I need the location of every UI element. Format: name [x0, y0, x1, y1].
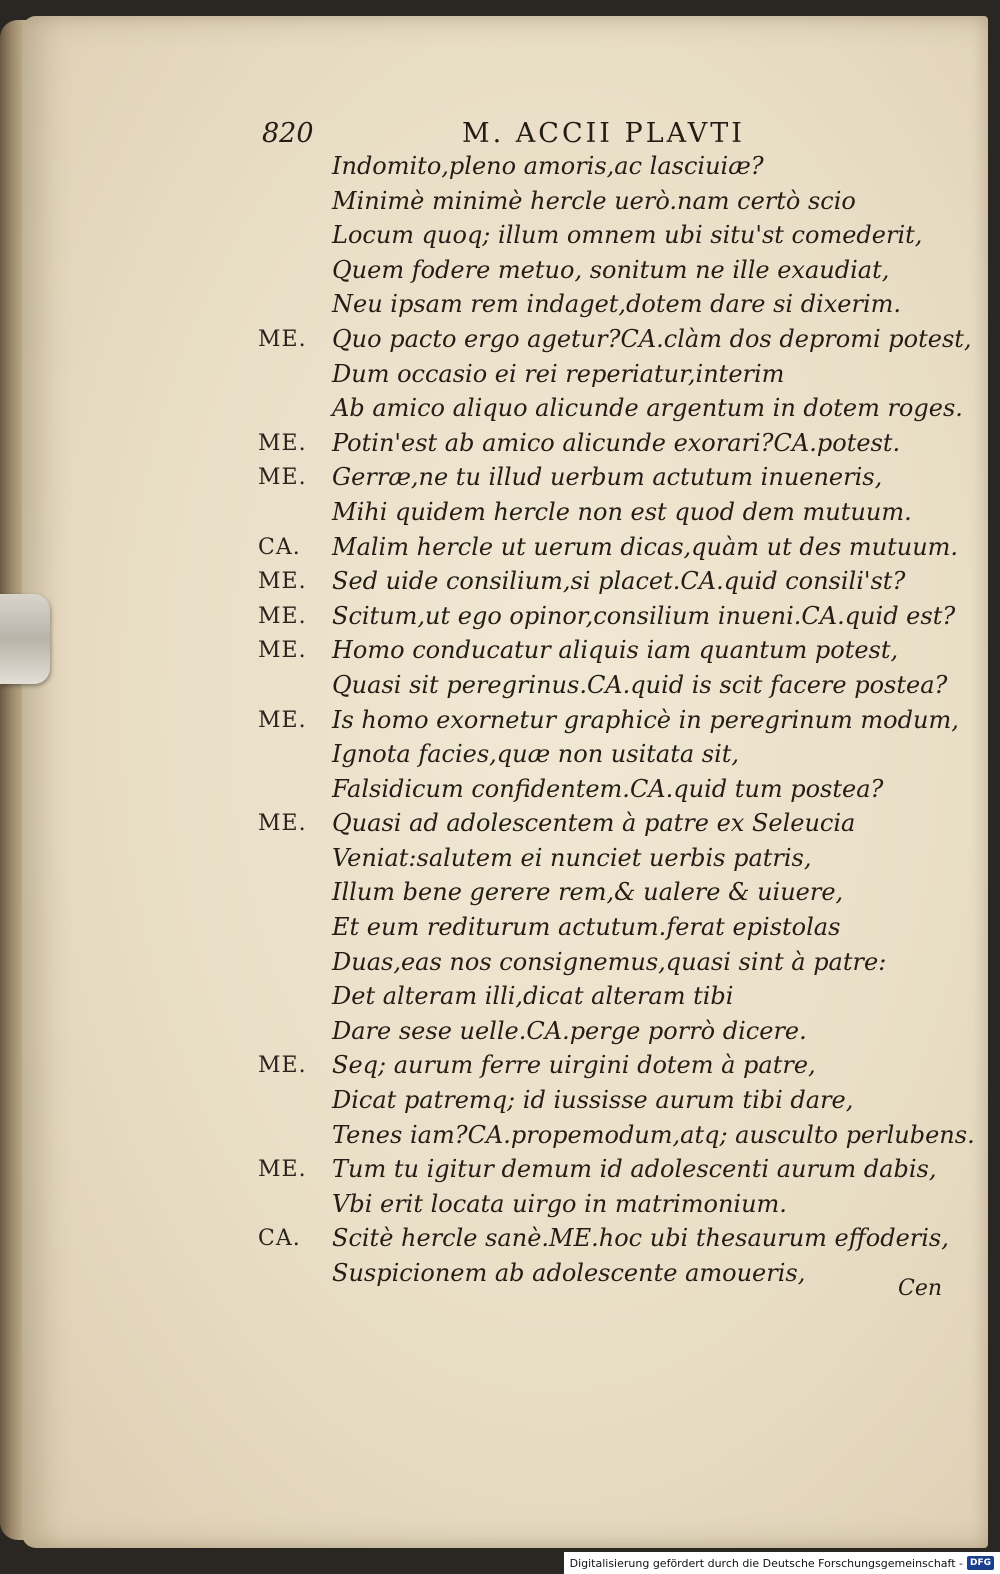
speaker-label: ME. — [258, 569, 307, 595]
speaker-label: ME. — [258, 1053, 307, 1079]
verse-text: Indomito,pleno amoris,ac lasciuiæ? — [332, 152, 764, 180]
verse-line — [258, 878, 898, 913]
verse-line — [258, 428, 901, 464]
speaker-label: ME. — [258, 811, 307, 837]
verse-text: Det alteram illi,dicat alteram tibi — [332, 982, 734, 1011]
verse-line — [258, 1051, 898, 1086]
verse-line — [258, 740, 898, 775]
verse-line — [258, 636, 898, 671]
verse-line — [258, 913, 898, 948]
verse-line — [258, 775, 898, 810]
verse-text: Quem fodere metuo, sonitum ne ille exaudiat, — [332, 255, 890, 284]
verse-text: Dare sese uelle.CA.perge porrò dicere. — [332, 1016, 807, 1045]
verse-line — [258, 1120, 975, 1156]
credit-text: Digitalisierung gefördert durch die Deutsche Forschungsgemeinschaft - — [569, 1556, 963, 1570]
verse-line — [258, 1224, 949, 1259]
verse-text: Falsidicum confidentem.CA.quid tum postea? — [332, 774, 884, 803]
verse-line — [258, 497, 912, 533]
verse-text: Vbi erit locata uirgo in matrimonium. — [332, 1189, 787, 1218]
verse-line — [258, 394, 963, 429]
verse-text: Suspicionem ab adolescente amoueris, — [332, 1259, 806, 1287]
verse-line — [258, 1259, 898, 1294]
verse-text: Scitum,ut ego opinor,consilium inueni.CA.quid est? — [332, 601, 956, 630]
speaker-label: CA. — [258, 1226, 301, 1252]
verse-text: Dum occasio ei rei reperiatur,interim — [332, 359, 785, 388]
speaker-label: ME. — [258, 1157, 307, 1183]
speaker-label: ME. — [258, 638, 307, 664]
running-title: M. ACCII PLAVTI — [462, 118, 745, 149]
verse-text: Seq; aurum ferre uirgini dotem à patre, — [332, 1051, 816, 1080]
verse-line — [258, 844, 898, 879]
verse-line — [258, 324, 972, 360]
verse-text: Quo pacto ergo agetur?CA.clàm dos depromi potest, — [332, 324, 972, 353]
digitization-credit — [564, 1552, 1000, 1574]
verse-line — [258, 290, 902, 325]
verse-text: Potin'est ab amico alicunde exorari?CA.potest. — [332, 428, 901, 457]
verse-text: Tum tu igitur demum id adolescenti aurum dabis, — [332, 1155, 937, 1184]
verse-text: Minimè minimè hercle uerò.nam certò scio — [332, 186, 856, 215]
verse-line — [258, 982, 898, 1017]
catchword: Cen — [898, 1276, 943, 1301]
verse-text: Is homo exornetur graphicè in peregrinum modum, — [332, 705, 959, 734]
verse-line — [258, 670, 948, 706]
verse-line — [258, 1017, 898, 1052]
verse-text: Et eum rediturum actutum.ferat epistolas — [332, 913, 841, 942]
verse-text: Dicat patremq; id iussisse aurum tibi dare, — [332, 1086, 854, 1115]
page-number: 820 — [262, 118, 314, 149]
verse-line — [258, 187, 898, 222]
verse-text: Sed uide consilium,si placet.CA.quid consili'st? — [332, 567, 906, 596]
verse-text: Illum bene gerere rem,& ualere & uiuere, — [332, 878, 844, 907]
verse-text: Malim hercle ut uerum dicas,quàm ut des mutuum. — [332, 532, 959, 561]
verse-line — [258, 221, 923, 256]
verse-line — [258, 705, 959, 741]
verse-line — [258, 567, 906, 602]
speaker-label: ME. — [258, 465, 307, 491]
verse-text: Quasi sit peregrinus.CA.quid is scit facere postea? — [332, 670, 948, 699]
verse-text: Neu ipsam rem indaget,dotem dare si dixerim. — [332, 290, 902, 319]
verse-text: Scitè hercle sanè.ME.hoc ubi thesaurum effoderis, — [332, 1224, 949, 1253]
verse-text: Locum quoq; illum omnem ubi situ'st comederit, — [332, 221, 923, 250]
verse-text: Gerræ,ne tu illud uerbum actutum inueneris, — [332, 463, 883, 492]
dfg-logo-icon: DFG — [967, 1556, 994, 1570]
verse-text: Veniat:salutem ei nunciet uerbis patris, — [332, 843, 812, 872]
verse-line — [258, 532, 959, 568]
speaker-label: ME. — [258, 707, 307, 733]
verse-text: Ab amico aliquo alicunde argentum in dotem roges. — [332, 394, 963, 423]
verse-line — [258, 360, 898, 395]
verse-line — [258, 601, 956, 637]
page-clip — [0, 594, 50, 684]
verse-line — [258, 463, 898, 498]
speaker-label: ME. — [258, 326, 307, 352]
verse-line — [258, 1155, 937, 1190]
verse-line — [258, 1086, 898, 1121]
verse-line — [258, 152, 898, 187]
verse-text: Homo conducatur aliquis iam quantum potest, — [332, 636, 899, 665]
verse-line — [258, 1190, 898, 1225]
verse-line — [258, 948, 898, 983]
speaker-label: ME. — [258, 430, 307, 456]
verse-text: Duas,eas nos consignemus,quasi sint à patre: — [332, 947, 887, 976]
verse-line — [258, 256, 898, 291]
speaker-label: CA. — [258, 534, 301, 560]
verse-text: Tenes iam?CA.propemodum,atq; ausculto perlubens. — [332, 1120, 975, 1149]
verse-text: Mihi quidem hercle non est quod dem mutuum. — [332, 497, 912, 526]
speaker-label: ME. — [258, 603, 307, 629]
verse-text-block — [258, 152, 975, 1294]
verse-line — [258, 809, 898, 844]
verse-text: Quasi ad adolescentem à patre ex Seleucia — [332, 809, 856, 838]
verse-text: Ignota facies,quæ non usitata sit, — [332, 740, 740, 769]
